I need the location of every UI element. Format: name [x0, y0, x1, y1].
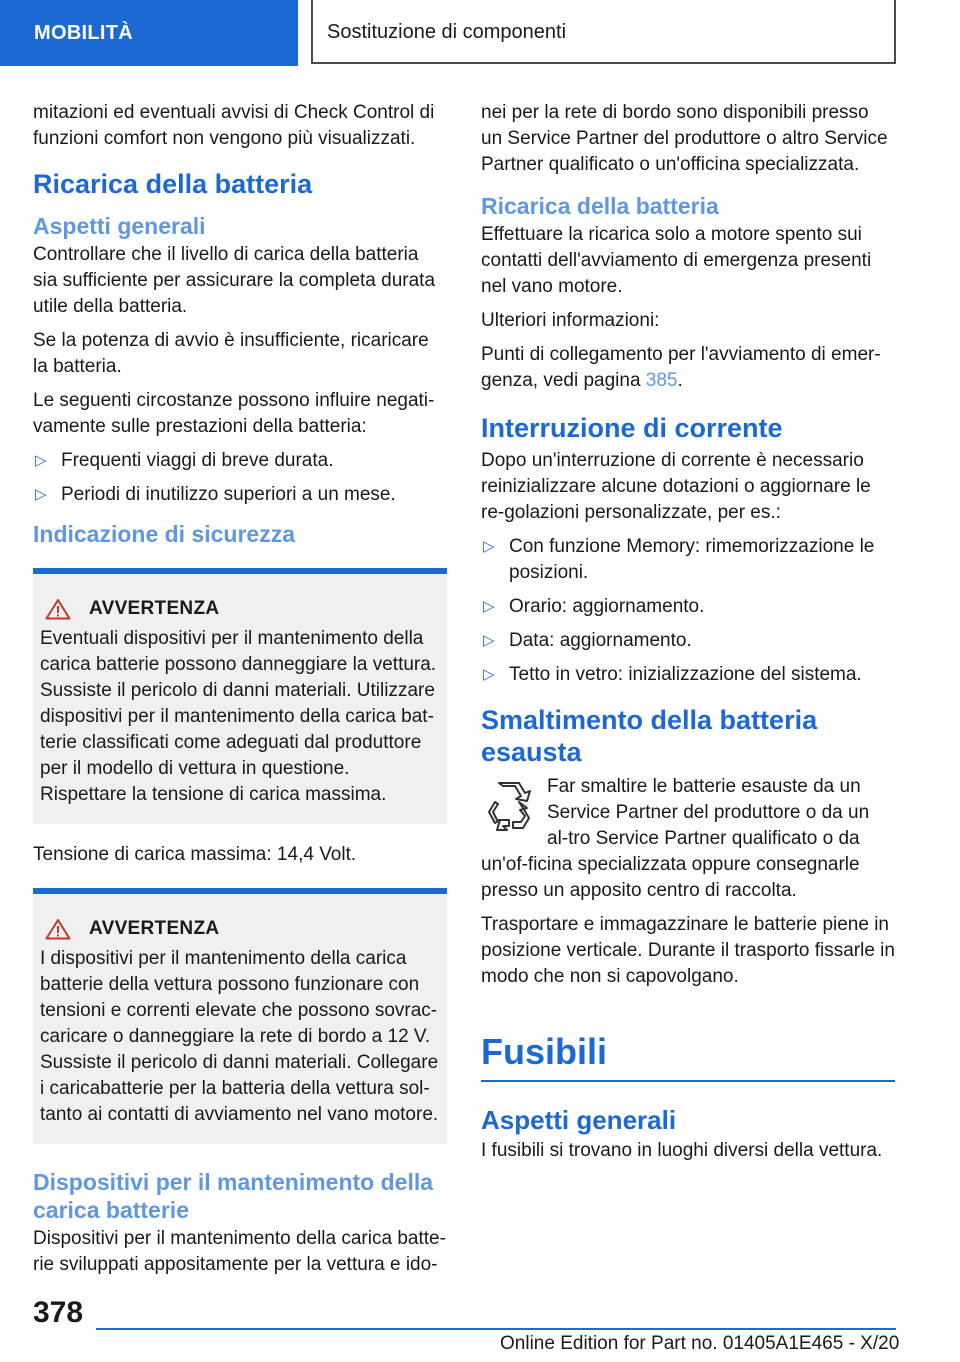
text: Punti di collegamento per l'avviamento di emer-genza, vedi pagina: [481, 344, 881, 391]
heading-interruzione-corrente: Interruzione di corrente: [481, 413, 783, 443]
paragraph: Trasportare e immagazzinare le batterie piene in posizione verticale. Durante il trasporto fissarle in modo che non si capovolgano.: [481, 914, 895, 987]
list-item-text: Periodi di inutilizzo superiori a un mese.: [61, 484, 396, 505]
list-item-text: Con funzione Memory: rimemorizzazione le posizioni.: [509, 536, 875, 583]
warning-title: AVVERTENZA: [89, 918, 220, 939]
paragraph: I fusibili si trovano in luoghi diversi della vettura.: [481, 1140, 883, 1161]
list-item: [33, 482, 447, 508]
warning-box: [33, 888, 447, 1144]
triangle-bullet-icon: ▷: [35, 452, 47, 469]
paragraph: Effettuare la ricarica solo a motore spento sui contatti dell'avviamento di emergenza presenti nel vano motore.: [481, 224, 872, 297]
paragraph: Far smaltire le batterie esauste da un Service Partner del produttore o da un al-tro Service Partner qualificato o da un'of-ficina specializzata oppure consegnarle presso un apposito centro di raccolta.: [481, 776, 870, 901]
heading-smaltimento: Smaltimento della batteria esausta: [481, 705, 818, 767]
page-header: [0, 0, 960, 66]
heading-aspetti-generali: Aspetti generali: [33, 213, 206, 239]
list-item: [481, 594, 895, 620]
paragraph: Controllare che il livello di carica della batteria sia sufficiente per assicurare la completa durata utile della batteria.: [33, 244, 436, 317]
warning-box: [33, 568, 447, 824]
section-tab[interactable]: MOBILITÀ: [0, 0, 298, 66]
warning-triangle-icon: [45, 598, 71, 620]
edition-text: Online Edition for Part no. 01405A1E465 - X/20: [500, 1333, 900, 1354]
heading-fusibili: Fusibili: [481, 1031, 607, 1072]
paragraph: Se la potenza di avvio è insufficiente, ricaricare la batteria.: [33, 330, 429, 377]
warning-header: [40, 596, 439, 622]
page-number: 378: [33, 1296, 84, 1329]
list-item-text: Frequenti viaggi di breve durata.: [61, 450, 334, 471]
warning-header: [40, 916, 439, 942]
heading-rule: [481, 1080, 895, 1082]
list-item-text: Tetto in vetro: inizializzazione del sistema.: [509, 664, 862, 685]
paragraph-tensione: Tensione di carica massima: 14,4 Volt.: [33, 844, 357, 865]
heading-ricarica-batteria: Ricarica della batteria: [33, 169, 313, 199]
recycle-block: [481, 774, 895, 904]
heading-aspetti-generali: Aspetti generali: [481, 1105, 677, 1135]
list-item-text: Orario: aggiornamento.: [509, 596, 705, 617]
warning-text: I dispositivi per il mantenimento della carica batterie della vettura possono funzionare con tensioni e correnti elevate che possono sovrac-caricare o danneggiare la rete di bordo a 12 V. Sussiste il pericolo di danni materiali. Collegare i caricabatterie per la batteria della vettura sol-tanto ai contatti di avviamento nel vano motore.: [40, 948, 439, 1125]
paragraph: Dopo un'interruzione di corrente è necessario reinizializzare alcune dotazioni o aggiornare le re-golazioni personalizzate, per es.:: [481, 450, 871, 523]
triangle-bullet-icon: ▷: [35, 486, 47, 503]
list-item: [481, 662, 895, 688]
triangle-bullet-icon: ▷: [483, 666, 495, 683]
intro-paragraph: nei per la rete di bordo sono disponibili presso un Service Partner del produttore o altro Service Partner qualificato o un'officina specializzata.: [481, 102, 888, 175]
bullet-list: [481, 534, 895, 688]
list-item: [481, 628, 895, 654]
heading-dispositivi: Dispositivi per il mantenimento della carica batterie: [33, 1169, 434, 1223]
footer-rule: [96, 1328, 896, 1330]
list-item-text: Data: aggiornamento.: [509, 630, 692, 651]
paragraph: Ulteriori informazioni:: [481, 310, 660, 331]
paragraph: [481, 342, 895, 394]
triangle-bullet-icon: ▷: [483, 538, 495, 555]
heading-indicazione-sicurezza: Indicazione di sicurezza: [33, 521, 296, 547]
intro-paragraph: mitazioni ed eventuali avvisi di Check Control di funzioni comfort non vengono più visualizzati.: [33, 102, 435, 149]
warning-text: Eventuali dispositivi per il mantenimento della carica batterie possono danneggiare la vettura. Sussiste il pericolo di danni materiali. Utilizzare dispositivi per il mantenimento della carica bat-terie classificati come adeguati dal produttore per il modello di vettura in questione. Rispettare la tensione di carica massima.: [40, 628, 437, 805]
triangle-bullet-icon: ▷: [483, 598, 495, 615]
heading-ricarica-batteria: Ricarica della batteria: [481, 193, 719, 219]
triangle-bullet-icon: ▷: [483, 632, 495, 649]
left-column: [33, 100, 447, 1286]
list-item: [481, 534, 895, 586]
warning-title: AVVERTENZA: [89, 598, 220, 619]
recycle-icon: [483, 780, 535, 832]
paragraph: Dispositivi per il mantenimento della carica batte-rie sviluppati appositamente per la vettura e ido-: [33, 1228, 446, 1275]
paragraph: Le seguenti circostanze possono influire negati-vamente sulle prestazioni della batteria:: [33, 390, 435, 437]
list-item: [33, 448, 447, 474]
chapter-tab[interactable]: Sostituzione di componenti: [311, 0, 896, 64]
page-link[interactable]: 385: [645, 370, 678, 391]
text: .: [677, 370, 683, 391]
right-column: [481, 100, 895, 1172]
bullet-list: [33, 448, 447, 508]
warning-triangle-icon: [45, 918, 71, 940]
